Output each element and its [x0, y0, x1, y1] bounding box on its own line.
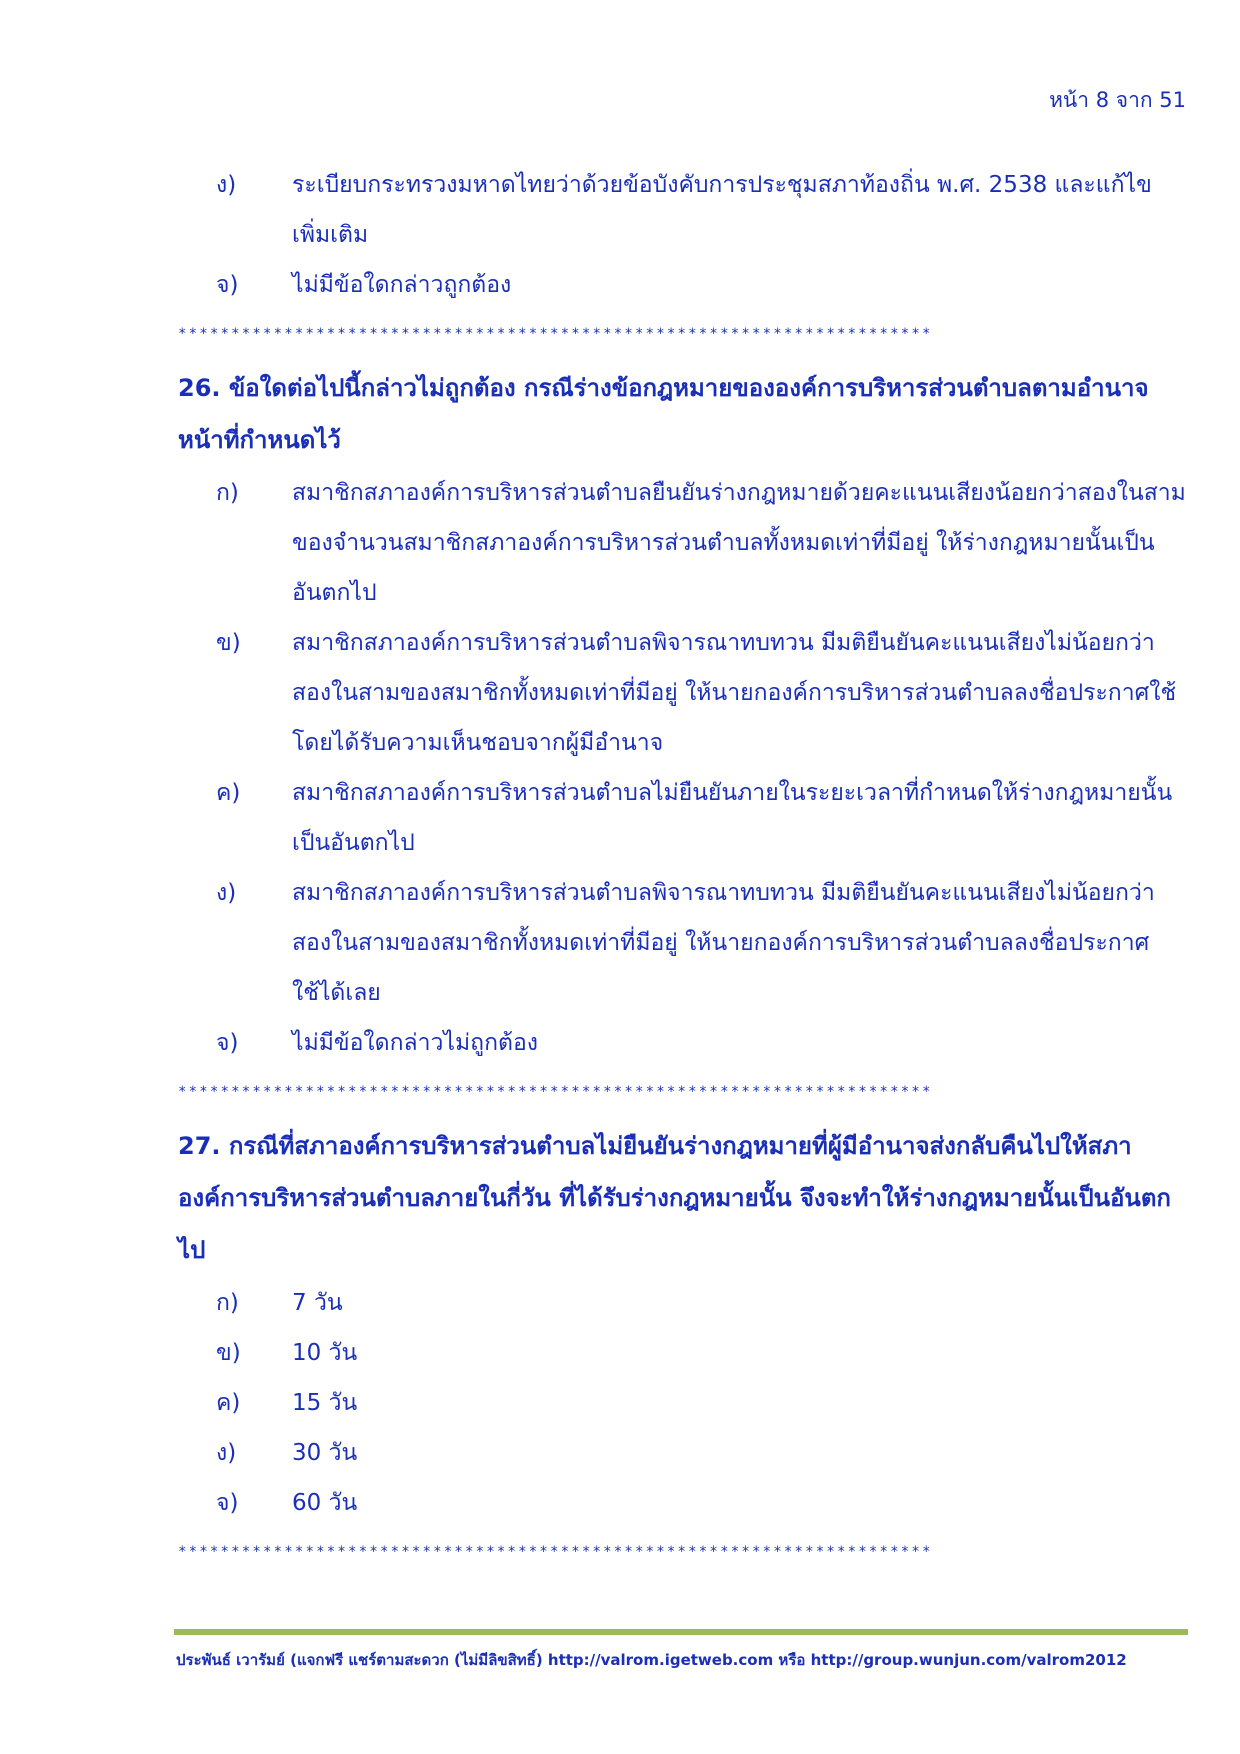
q27-choice-c [216, 1378, 1188, 1428]
question-27: 27. กรณีที่สภาองค์การบริหารส่วนตำบลไม่ยืนยันร่างกฎหมายที่ผู้มีอำนาจส่งกลับคืนไปให้สภาองค์การบริหารส่วนตำบลภายในกี่วัน ที่ได้รับร่างกฎหมายนั้น จึงจะทำให้ร่างกฎหมายนั้นเป็นอันตกไป [178, 1132, 1171, 1264]
choice-label: จ) [216, 1030, 239, 1056]
choice-label: ข) [216, 1340, 241, 1366]
choice-text: ระเบียบกระทรวงมหาดไทยว่าด้วยข้อบังคับการประชุมสภาท้องถิ่น พ.ศ. 2538 และแก้ไขเพิ่มเติม [292, 172, 1152, 248]
choice-label: ง) [216, 1440, 237, 1466]
choice-label: ค) [216, 1390, 241, 1416]
choice-text: ไม่มีข้อใดกล่าวถูกต้อง [292, 272, 512, 298]
q26-choice-c [216, 768, 1188, 868]
q27-choice-d [216, 1428, 1188, 1478]
q26-choice-a [216, 468, 1188, 618]
q26-choice-e [216, 1018, 1188, 1068]
choice-label: ง) [216, 880, 237, 906]
separator: *********************************************************************** [178, 1544, 933, 1560]
choice-text: 30 วัน [292, 1440, 358, 1466]
choice-text: สมาชิกสภาองค์การบริหารส่วนตำบลพิจารณาทบทวน มีมติยืนยันคะแนนเสียงไม่น้อยกว่าสองในสามของสมาชิกทั้งหมดเท่าที่มีอยู่ ให้นายกองค์การบริหารส่วนตำบลลงชื่อประกาศใช้ได้เลย [292, 880, 1155, 1006]
separator: *********************************************************************** [178, 326, 933, 342]
separator: *********************************************************************** [178, 1084, 933, 1100]
choice-label: ข) [216, 630, 241, 656]
question-26: 26. ข้อใดต่อไปนี้กล่าวไม่ถูกต้อง กรณีร่างข้อกฎหมายขององค์การบริหารส่วนตำบลตามอำนาจหน้าที่กำหนดไว้ [178, 374, 1149, 454]
q26-choice-b [216, 618, 1188, 768]
prev-choice-e [216, 260, 1188, 310]
choice-label: ง) [216, 172, 237, 198]
choice-text: สมาชิกสภาองค์การบริหารส่วนตำบลพิจารณาทบทวน มีมติยืนยันคะแนนเสียงไม่น้อยกว่าสองในสามของสมาชิกทั้งหมดเท่าที่มีอยู่ ให้นายกองค์การบริหารส่วนตำบลลงชื่อประกาศใช้ โดยได้รับความเห็นชอบจากผู้มีอำนาจ [292, 630, 1177, 756]
choice-label: ค) [216, 780, 241, 806]
choice-label: ก) [216, 480, 239, 506]
q27-choice-a [216, 1278, 1188, 1328]
choice-text: 10 วัน [292, 1340, 358, 1366]
footer-divider [174, 1629, 1188, 1635]
choice-label: จ) [216, 1490, 239, 1516]
choice-label: จ) [216, 272, 239, 298]
q27-choice-e [216, 1478, 1188, 1528]
page-number: หน้า 8 จาก 51 [1049, 88, 1186, 112]
choice-text: สมาชิกสภาองค์การบริหารส่วนตำบลยืนยันร่างกฎหมายด้วยคะแนนเสียงน้อยกว่าสองในสามของจำนวนสมาชิกสภาองค์การบริหารส่วนตำบลทั้งหมดเท่าที่มีอยู่ ให้ร่างกฎหมายนั้นเป็นอันตกไป [292, 480, 1186, 606]
q26-choice-d [216, 868, 1188, 1018]
choice-label: ก) [216, 1290, 239, 1316]
prev-choice-d [216, 160, 1188, 260]
choice-text: สมาชิกสภาองค์การบริหารส่วนตำบลไม่ยืนยันภายในระยะเวลาที่กำหนดให้ร่างกฎหมายนั้นเป็นอันตกไป [292, 780, 1173, 856]
choice-text: 7 วัน [292, 1290, 343, 1316]
q27-choice-b [216, 1328, 1188, 1378]
choice-text: 60 วัน [292, 1490, 358, 1516]
footer-credit: ประพันธ์ เวารัมย์ (แจกฟรี แชร์ตามสะดวก (ไม่มีลิขสิทธิ์) http://valrom.igetweb.com หรือ http://group.wunjun.com/valrom2012 [176, 1651, 1127, 1669]
choice-text: 15 วัน [292, 1390, 358, 1416]
choice-text: ไม่มีข้อใดกล่าวไม่ถูกต้อง [292, 1030, 539, 1056]
exam-content [178, 160, 1188, 1576]
